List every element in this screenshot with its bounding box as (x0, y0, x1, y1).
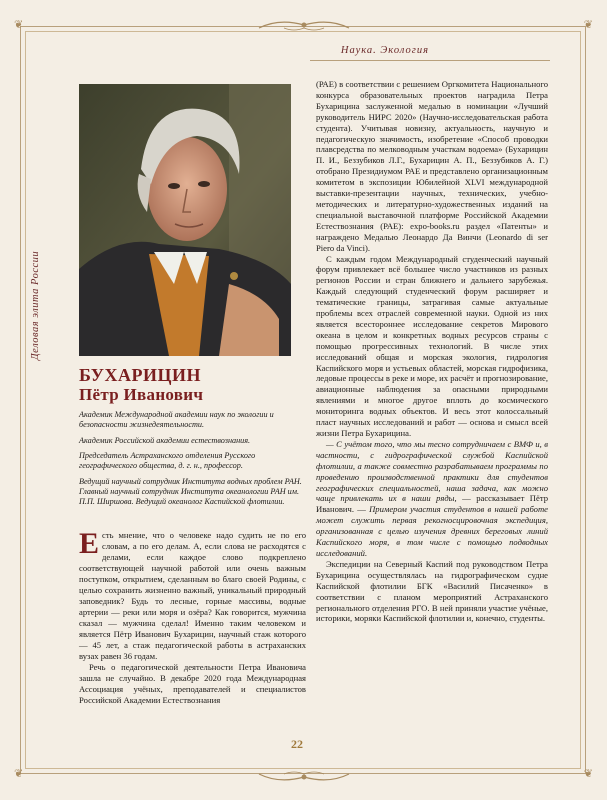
credential-line: Академик Российской академии естествознания. (79, 436, 251, 445)
bottom-ornament-icon (254, 768, 354, 786)
person-surname: БУХАРИЦИН (79, 365, 201, 385)
header-divider (310, 60, 550, 61)
section-header: Наука. Экология (340, 45, 429, 56)
right-column (316, 79, 548, 624)
person-name (79, 366, 299, 404)
spine-title: Деловая элита России (30, 250, 41, 360)
paragraph: Экспедиции на Северный Каспий под руководством Петра Бухарицина осуществлялась на гидрографическом судне Каспийской флотилии БГК «Василий Писаченко» в соответствии с планом мероприятий Астраханского регионального отделения РГО. В ней приняли участие учёные, историки, моряки Каспийской флотилии и, конечно, студенты. (316, 558, 548, 624)
corner-ornament-icon: ❦ (583, 768, 593, 780)
paragraph: (РАЕ) в соответствии с решением Оргкомитета Национального конкурса образовательных проектов наградила Петра Бухарицина заслуженной медалью в номинации «Лучший руководитель НИРС 2020» (Научно-исследовательская работа студента). Учитывая новизну, актуальность, научную и педагогическую значимость, изобретение «Способ проводки плавсредства по мелководным участкам водоема» (Бухарицин П. И., Беззубиков Л.Г., Бухарицин А. П., Беззубиков А. Г.) отобрано Президиумом РАЕ и представлено организационным комитетом в экспозиции Юбилейной XLVI международной выставки-презентации научных, технических, учебно-методических и литературно-художественных изданий на специальной выставочной платформе Российской Академии Естествознания (РАЕ): expo-books.ru раздел «Патенты» и награждено Медалью Леонардо Да Винчи (Leonardo di ser Piero da Vinci). (316, 79, 548, 253)
quote-paragraph: — С учётом того, что мы тесно сотрудничаем с ВМФ и, в частности, с гидрографической службой Каспийской флотилии, а также совместно разрабатываем программы по проведению производственной практики для студентов географических специальностей, наша задача, как можно чаще привлекать их в наши ряды, — рассказывает Пётр Иванович. — Примером участия студентов в нашей работе может служить первая рекогносцировочная экспедиция, организованная с целью изучения древних береговых линий Каспийского моря, в том числе с помощью подводных исследований. (316, 438, 548, 558)
person-given-name: Пётр Иванович (79, 384, 204, 404)
portrait-photo (79, 84, 291, 356)
paragraph: С каждым годом Международный студенческий научный форум привлекает всё большее число участников из разных регионов России и стран ближнего и дальнего зарубежья. Каждый следующий студенческий форум расширяет и тематические границы, затрагивая самые актуальные проблемы всех отраслей современной науки. Одной из них является всестороннее исследование секретов Мирового океана в целом и конкретных водных ресурсов страны с помощью прогрессивных технологий. В числе этих исследований общая и морская экология, гидрология Каспийского моря и устьевых областей, морская гидрофизика, ледовые процессы в реке и море, их расчёт и прогнозирование, авиационные наблюдения за опасными природными явлениями и многое другое вплоть до космического мониторинга водных объектов. И весь этот колоссальный пласт научных исследований и работ — основа и смысл всей жизни Петра Бухарицина. (316, 253, 548, 438)
corner-ornament-icon: ❦ (583, 19, 593, 31)
credential-line: Академик Международной академии наук по экологии и безопасности жизнедеятельности. (79, 410, 274, 429)
dropcap: Е (79, 527, 100, 560)
corner-ornament-icon: ❦ (14, 19, 24, 31)
credential-line: Председатель Астраханского отделения Русского географического общества, д. г. н., профессор. (79, 451, 256, 470)
corner-ornament-icon: ❦ (14, 768, 24, 780)
paragraph: Речь о педагогической деятельности Петра Ивановича зашла не случайно. В декабре 2020 года Международная Ассоциация учёных, преподавателей и специалистов Российской Академии Естествознания (79, 662, 306, 705)
top-ornament-icon (254, 16, 354, 34)
page-number: 22 (291, 737, 303, 751)
paragraph: Есть мнение, что о человеке надо судить не по его словам, а по его делам. А, если слова не расходятся с делами, если каждое слово подкреплено соответствующей научной работой или очень важным поступком, открытием, сделанным во благо своей Родины, с целью сохранить жизненно важный, уникальный природный заповедник? Будь то лесные, горные массивы, водные артерии — реки или моря и озёра? Как говорится, мужчина сказал — мужчина сделал! Именно таким человеком и является Пётр Иванович Бухарицин, научный стаж которого — 45 лет, а стаж педагогической работы в астраханских вузах равен 36 годам. (79, 527, 306, 661)
credential-line: Ведущий научный сотрудник Института водных проблем РАН. Главный научный сотрудник Института океанологии РАН им. П.П. Ширшова. Ведущий океанолог Каспийской флотилии. (79, 477, 302, 506)
left-column (79, 527, 306, 706)
